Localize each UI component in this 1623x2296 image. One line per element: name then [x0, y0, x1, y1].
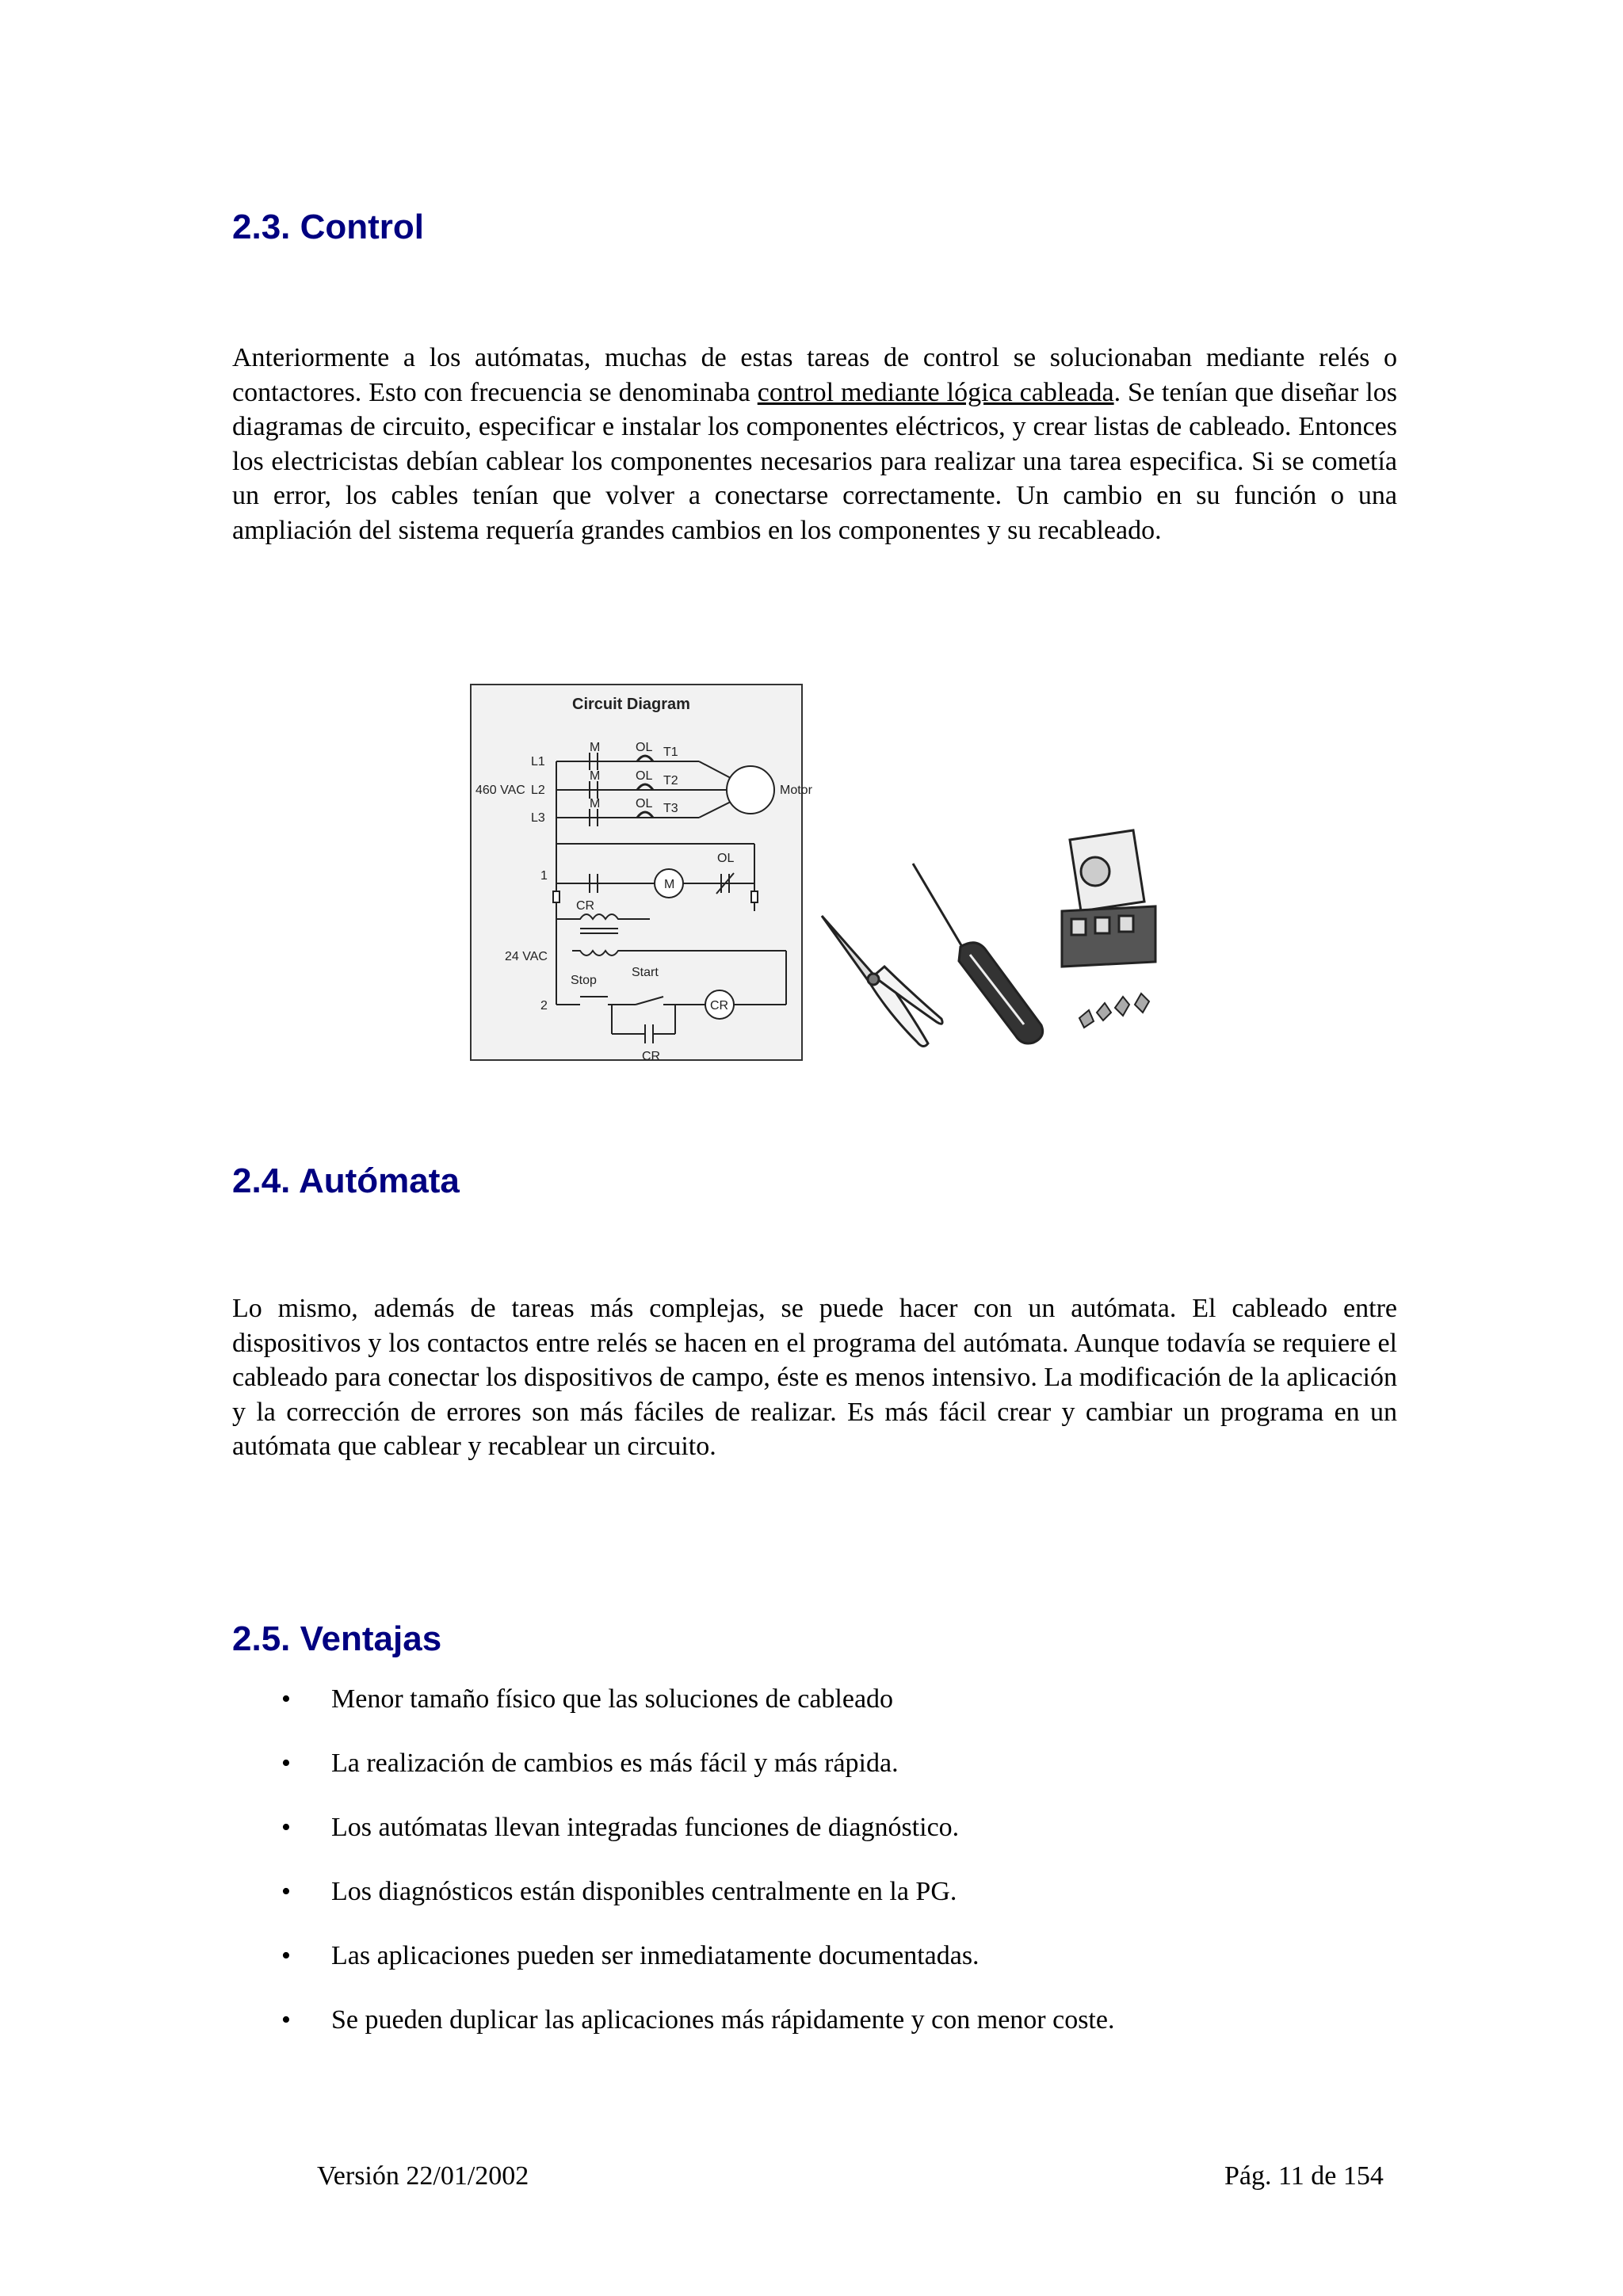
advantages-list [281, 1684, 1114, 2069]
label-cr-coil: CR [710, 999, 729, 1013]
label-ol-3: OL [636, 797, 653, 810]
heading-automata: 2.4. Autómata [232, 1161, 460, 1200]
list-item-text: La realización de cambios es más fácil y más rápida. [331, 1749, 899, 1778]
label-cr-contact-2: CR [642, 1050, 661, 1063]
bullet-icon: • [281, 1749, 291, 1778]
label-460vac: 460 VAC [475, 784, 525, 797]
label-l3: L3 [531, 811, 545, 825]
list-item [281, 1812, 1114, 1876]
bullet-icon: • [281, 1877, 291, 1906]
heading-control: 2.3. Control [232, 208, 425, 246]
list-item-text: Las aplicaciones pueden ser inmediatamente documentadas. [331, 1941, 980, 1970]
label-24vac: 24 VAC [505, 950, 548, 963]
label-t2: T2 [663, 774, 678, 788]
list-item [281, 1876, 1114, 1940]
label-m-2: M [590, 769, 601, 783]
bullet-icon: • [281, 2005, 291, 2035]
label-m-3: M [590, 797, 601, 810]
label-m-1: M [590, 741, 601, 754]
label-ol-4: OL [717, 852, 735, 865]
label-l2: L2 [531, 784, 545, 797]
label-stop: Stop [571, 974, 597, 987]
label-ol-1: OL [636, 741, 653, 754]
list-item-text: Menor tamaño físico que las soluciones de cableado [331, 1684, 894, 1714]
label-t1: T1 [663, 746, 678, 759]
list-item-text: Se pueden duplicar las aplicaciones más rápidamente y con menor coste. [331, 2005, 1115, 2035]
label-l1: L1 [531, 755, 545, 769]
paragraph-control-text-2: . Se tenían que diseñar los diagramas de circuito, especificar e instalar los componentes eléctricos, y crear listas de cableado. Entonces los electricistas debían cablear los componentes necesarios para realizar una tarea especifica. Si se cometía un error, los cables tenían que volver a conectarse correctamente. Un cambio en su función o una ampliación del sistema requería grandes cambios en los componentes y su recableado. [232, 377, 1397, 545]
bullet-icon: • [281, 1684, 291, 1714]
footer-version: Versión 22/01/2002 [317, 2161, 529, 2191]
circuit-title: Circuit Diagram [572, 696, 690, 713]
label-t3: T3 [663, 802, 678, 815]
footer-page-number: Pág. 11 de 154 [1224, 2161, 1384, 2191]
label-m-coil: M [664, 878, 675, 891]
label-cr-contact: CR [576, 899, 595, 913]
pliers-icon [822, 916, 942, 1047]
label-rung-2: 2 [540, 999, 548, 1013]
wired-logic-term: control mediante lógica cableada [757, 377, 1114, 407]
paragraph-control [232, 341, 1397, 547]
heading-advantages: 2.5. Ventajas [232, 1619, 442, 1658]
list-item [281, 1748, 1114, 1812]
list-item [281, 1684, 1114, 1748]
list-item-text: Los diagnósticos están disponibles centralmente en la PG. [331, 1877, 957, 1906]
circuit-tools-figure [469, 681, 1174, 1065]
label-ol-2: OL [636, 769, 653, 783]
paragraph-automata: Lo mismo, además de tareas más complejas, se puede hacer con un autómata. El cableado entre dispositivos y los contactos entre relés se hacen en el programa del autómata. Aunque todavía se requiere el cableado para conectar los dispositivos de campo, éste es menos intensivo. La modificación de la aplicación y la corrección de errores son más fáciles de realizar. Es más fácil crear y cambiar un programa en un autómata que cablear y recablear un circuito. [232, 1294, 1398, 1461]
figure-svg [469, 681, 1174, 1065]
terminals-icon [1079, 994, 1149, 1028]
label-rung-1: 1 [540, 869, 548, 883]
label-motor: Motor [780, 784, 812, 797]
list-item [281, 1940, 1114, 2004]
list-item-text: Los autómatas llevan integradas funciones de diagnóstico. [331, 1813, 960, 1842]
paragraph-control-text-1: Anteriormente a los autómatas, muchas de estas tareas de control se solucionaban mediante relés o contactores. Esto con frecuencia se denominaba [232, 343, 1397, 407]
relay-icon [1062, 830, 1155, 967]
label-start: Start [632, 966, 659, 979]
bullet-icon: • [281, 1813, 291, 1842]
list-item [281, 2004, 1114, 2069]
bullet-icon: • [281, 1941, 291, 1970]
